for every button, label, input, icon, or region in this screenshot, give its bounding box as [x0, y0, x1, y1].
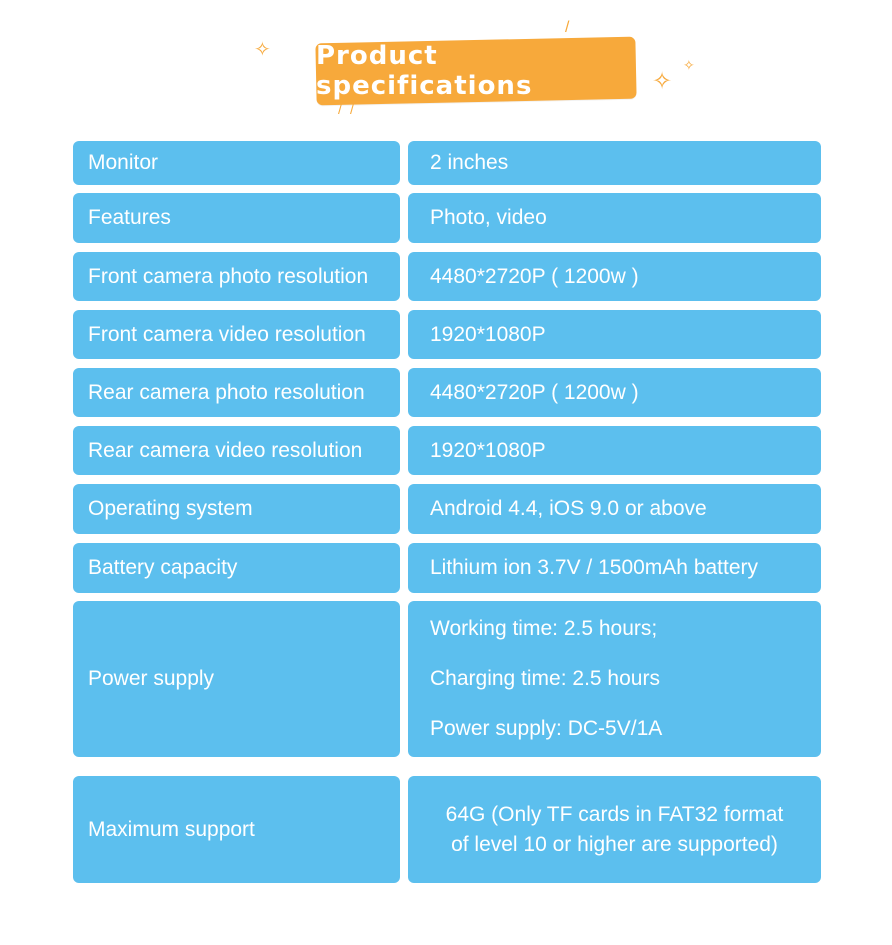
spec-value-features: Photo, video	[408, 193, 821, 243]
spec-label-rear-video: Rear camera video resolution	[73, 426, 400, 475]
spec-value-monitor: 2 inches	[408, 141, 821, 185]
dash-decoration: /	[565, 19, 570, 36]
spec-label-rear-photo: Rear camera photo resolution	[73, 368, 400, 417]
spec-value-rear-video: 1920*1080P	[408, 426, 821, 475]
support-line-1: 64G (Only TF cards in FAT32 format	[445, 802, 784, 826]
spec-label-power-supply: Power supply	[73, 601, 400, 757]
spec-label-monitor: Monitor	[73, 141, 400, 185]
spec-label-front-photo: Front camera photo resolution	[73, 252, 400, 301]
spec-value-battery: Lithium ion 3.7V / 1500mAh battery	[408, 543, 821, 593]
spec-value-os: Android 4.4, iOS 9.0 or above	[408, 484, 821, 534]
spec-value-power-supply	[408, 601, 821, 757]
spec-value-front-video: 1920*1080P	[408, 310, 821, 359]
spec-value-maximum-support	[408, 776, 821, 883]
spec-label-os: Operating system	[73, 484, 400, 534]
spec-label-features: Features	[73, 193, 400, 243]
page-title: Product specifications	[316, 41, 533, 101]
support-line-2: of level 10 or higher are supported)	[451, 832, 778, 856]
spec-label-front-video: Front camera video resolution	[73, 310, 400, 359]
sparkle-icon: ✧	[254, 39, 271, 61]
power-line-charging-time: Charging time: 2.5 hours	[430, 667, 660, 690]
power-line-power-supply: Power supply: DC-5V/1A	[430, 717, 663, 740]
sparkle-icon: ✧	[683, 57, 695, 73]
spec-value-front-photo: 4480*2720P ( 1200w )	[408, 252, 821, 301]
power-line-working-time: Working time: 2.5 hours;	[430, 617, 658, 640]
dash-decoration: /	[338, 101, 342, 117]
dash-decoration: /	[350, 101, 354, 117]
spec-label-maximum-support: Maximum support	[73, 776, 400, 883]
spec-label-battery: Battery capacity	[73, 543, 400, 593]
sparkle-icon: ✧	[652, 68, 673, 95]
spec-value-rear-photo: 4480*2720P ( 1200w )	[408, 368, 821, 417]
